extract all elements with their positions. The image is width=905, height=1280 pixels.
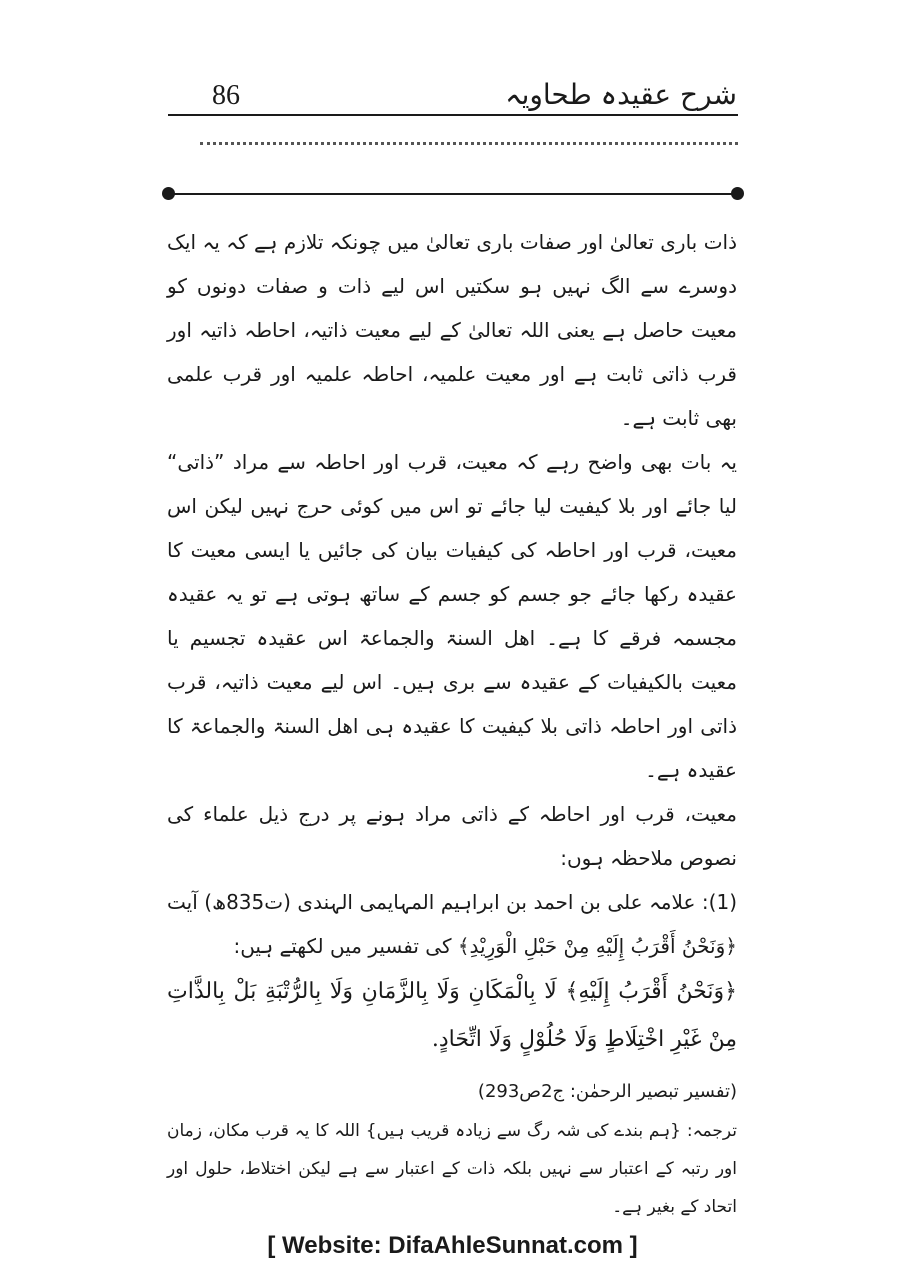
paragraph-3: معیت، قرب اور احاطہ کے ذاتی مراد ہونے پر درج ذیل علماء کی نصوص ملاحظہ ہوں: xyxy=(167,802,737,870)
ornament-divider xyxy=(168,193,738,195)
ornament-left-dot xyxy=(162,187,175,200)
page-number: 86 xyxy=(212,80,240,111)
dotted-divider xyxy=(200,142,738,145)
ornament-right-dot xyxy=(731,187,744,200)
book-title: شرح عقیدہ طحاویہ xyxy=(505,78,737,111)
website-footer: [ Website: DifaAhleSunnat.com ] xyxy=(267,1232,638,1259)
header-rule xyxy=(168,114,738,116)
paragraph-4: (1): علامہ علی بن احمد بن ابراہیم المہایمی الہندی (ت835ھ) آیت ﴿وَنَحْنُ أَقْرَبُ إِلَيْهِ مِنْ حَبْلِ الْوَرِيْدِ﴾ کی تفسیر میں لکھتے ہیں: xyxy=(167,890,737,958)
arabic-quote: ﴿وَنَحْنُ أَقْرَبُ إِلَيْهِ﴾ لَا بِالْمَكَانِ وَلَا بِالزَّمَانِ وَلَا بِالرُّتْبَةِ بَلْ بِالذَّاتِ مِنْ غَيْرِ اخْتِلَاطٍ وَلَا حُلُوْلٍ وَلَا اتِّحَادٍ. xyxy=(167,979,737,1052)
main-text xyxy=(167,220,737,1226)
paragraph-1: ذات باری تعالیٰ اور صفات باری تعالیٰ میں چونکہ تلازم ہے کہ یہ ایک دوسرے سے الگ نہیں ہو سکتیں اس لیے ذات و صفات دونوں کو معیت حاصل ہے یعنی اللہ تعالیٰ کے لیے معیت ذاتیہ، احاطہ ذاتیہ اور قرب ذاتی ثابت ہے اور معیت علمیہ، احاطہ علمیہ اور قرب علمی بھی ثابت ہے۔ xyxy=(167,230,737,430)
translation: ترجمہ: {ہم بندے کی شہ رگ سے زیادہ قریب ہیں} اللہ کا یہ قرب مکان، زمان اور رتبہ کے اعتبار سے نہیں بلکہ ذات کے اعتبار سے ہے لیکن اختلاط، حلول اور اتحاد کے بغیر ہے۔ xyxy=(167,1121,737,1217)
paragraph-2: یہ بات بھی واضح رہے کہ معیت، قرب اور احاطہ سے مراد ”ذاتی“ لیا جائے اور بلا کیفیت لیا جائے تو اس میں کوئی حرج نہیں لیکن اس معیت، قرب اور احاطہ کی کیفیات بیان کی جائیں یا ایسی معیت کا عقیدہ رکھا جائے جو جسم کو جسم کے ساتھ ہوتی ہے تو یہ عقیدہ مجسمہ فرقے کا ہے۔ اھل السنۃ والجماعۃ اس عقیدہ تجسیم یا معیت بالکیفیات کے عقیدہ سے بری ہیں۔ اس لیے معیت ذاتیہ، قرب ذاتی اور احاطہ ذاتی بلا کیفیت کا عقیدہ ہی اھل السنۃ والجماعۃ کا عقیدہ ہے۔ xyxy=(167,450,737,782)
reference: (تفسیر تبصیر الرحمٰن: ج2ص293) xyxy=(477,1081,737,1102)
